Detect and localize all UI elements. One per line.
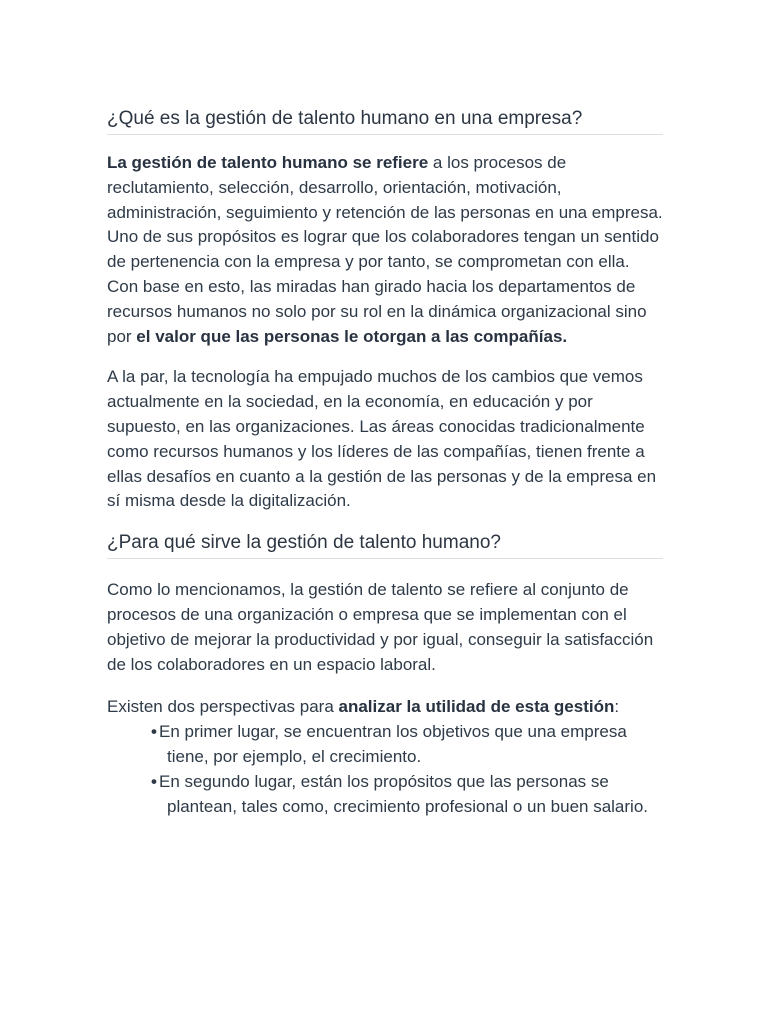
paragraph-focus: [107, 275, 663, 349]
paragraph-perspectives: [107, 695, 663, 720]
paragraph-technology: A la par, la tecnología ha empujado muchos de los cambios que vemos actualmente en la sociedad, en la economía, en educación y por supuesto, en las organizaciones. Las áreas conocidas tradicionalmente como recursos humanos y los líderes de las compañías, tienen frente a ellas desafíos en cuanto a la gestión de las personas y de la empresa en sí misma desde la digitalización.: [107, 367, 657, 511]
perspectives-text: Existen dos perspectivas para: [107, 697, 339, 717]
bold-definition: La gestión de talento humano se refiere: [107, 153, 429, 172]
list-item-text: En primer lugar, se encuentran los objetivos que una empresa tiene, por ejemplo, el crecimiento.: [159, 722, 627, 766]
list-item-text: En segundo lugar, están los propósitos que las personas se plantean, tales como, crecimiento profesional o un buen salario.: [159, 771, 649, 816]
list-item: [145, 720, 663, 770]
paragraph-purpose: Como lo mencionamos, la gestión de talento se refiere al conjunto de procesos de una organización o empresa que se implementan con el objetivo de mejorar la productividad y por igual, conseguir la satisfacción de los colaboradores en un espacio laboral.: [107, 580, 654, 674]
bullet-icon: •: [151, 771, 157, 791]
bullet-icon: •: [151, 722, 157, 742]
paragraph-definition: [107, 151, 663, 275]
definition-text: a los procesos de reclutamiento, selección, desarrollo, orientación, motivación, administración, seguimiento y retención de las personas en una empresa. Uno de sus propósitos es lograr que los colaboradores tengan un sentido de pertenencia con la empresa y por tanto, se comprometan con ella.: [107, 153, 663, 272]
section-heading-what-is: ¿Qué es la gestión de talento humano en una empresa?: [107, 106, 663, 135]
section-heading-purpose: ¿Para qué sirve la gestión de talento humano?: [107, 530, 663, 559]
perspectives-colon: :: [614, 697, 620, 717]
bold-utility: analizar la utilidad de esta gestión: [338, 697, 615, 717]
bold-value: el valor que las personas le otorgan a las compañías.: [136, 326, 568, 346]
document-page: [107, 106, 663, 819]
list-item: [145, 770, 663, 820]
perspectives-list: [107, 720, 663, 819]
focus-text: Con base en esto, las miradas han girado hacia los departamentos de recursos humanos no solo por su rol en la dinámica organizacional sino por: [107, 276, 647, 346]
